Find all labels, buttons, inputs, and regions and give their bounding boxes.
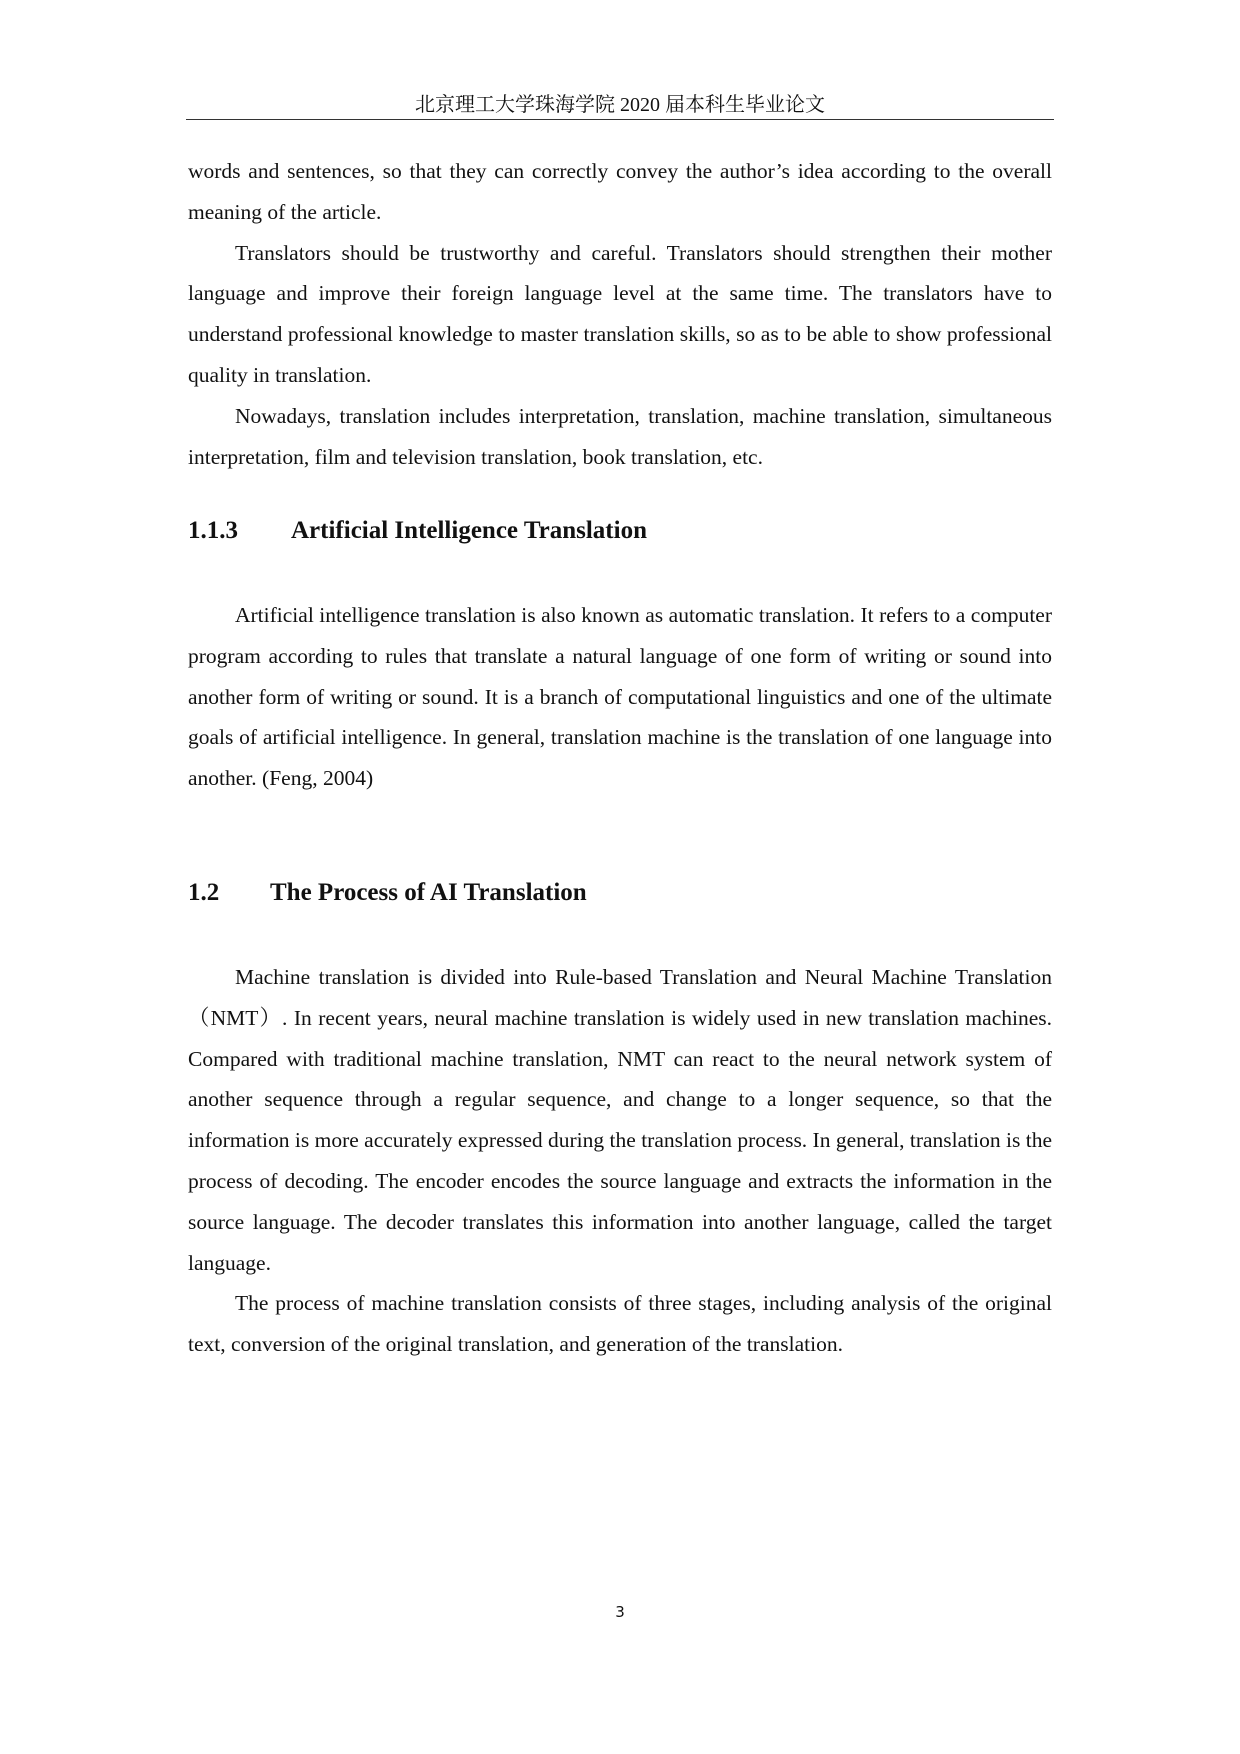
section-number: 1.2 [188,879,220,906]
section-title: Artificial Intelligence Translation [291,517,647,544]
section-heading-1-2 [188,879,587,907]
body-section-3 [188,957,1052,1365]
section-heading-1-1-3 [188,517,647,545]
paragraph: Artificial intelligence translation is also known as automatic translation. It refers to a computer program according to rules that translate a natural language of one form of writing or sound into another form of writing or sound. It is a branch of computational linguistics and one of the ultimate goals of artificial intelligence. In general, translation machine is the translation of one language into another. (Feng, 2004) [188,603,1052,791]
paragraph: words and sentences, so that they can correctly convey the author’s idea according to the overall meaning of the article. [188,159,1052,224]
page-number: 3 [615,1603,625,1621]
section-title: The Process of AI Translation [270,879,587,906]
header-rule [186,119,1054,120]
paragraph: Translators should be trustworthy and careful. Translators should strengthen their mother language and improve their foreign language level at the same time. The translators have to understand professional knowledge to master translation skills, so as to be able to show professional quality in translation. [188,240,1052,387]
body-section-1 [188,151,1052,477]
body-section-2 [188,595,1052,799]
paragraph: The process of machine translation consists of three stages, including analysis of the original text, conversion of the original translation, and generation of the translation. [188,1291,1052,1357]
section-number: 1.1.3 [188,517,238,544]
paragraph: Nowadays, translation includes interpretation, translation, machine translation, simultaneous interpretation, film and television translation, book translation, etc. [188,403,1052,469]
running-header: 北京理工大学珠海学院 2020 届本科生毕业论文 [415,94,825,116]
paragraph: Machine translation is divided into Rule-based Translation and Neural Machine Translation（NMT）. In recent years, neural machine translation is widely used in new translation machines. Compared with traditional machine translation, NMT can react to the neural network system of another sequence through a regular sequence, and change to a longer sequence, so that the information is more accurately expressed during the translation process. In general, translation is the process of decoding. The encoder encodes the source language and extracts the information in the source language. The decoder translates this information into another language, called the target language. [188,965,1052,1275]
